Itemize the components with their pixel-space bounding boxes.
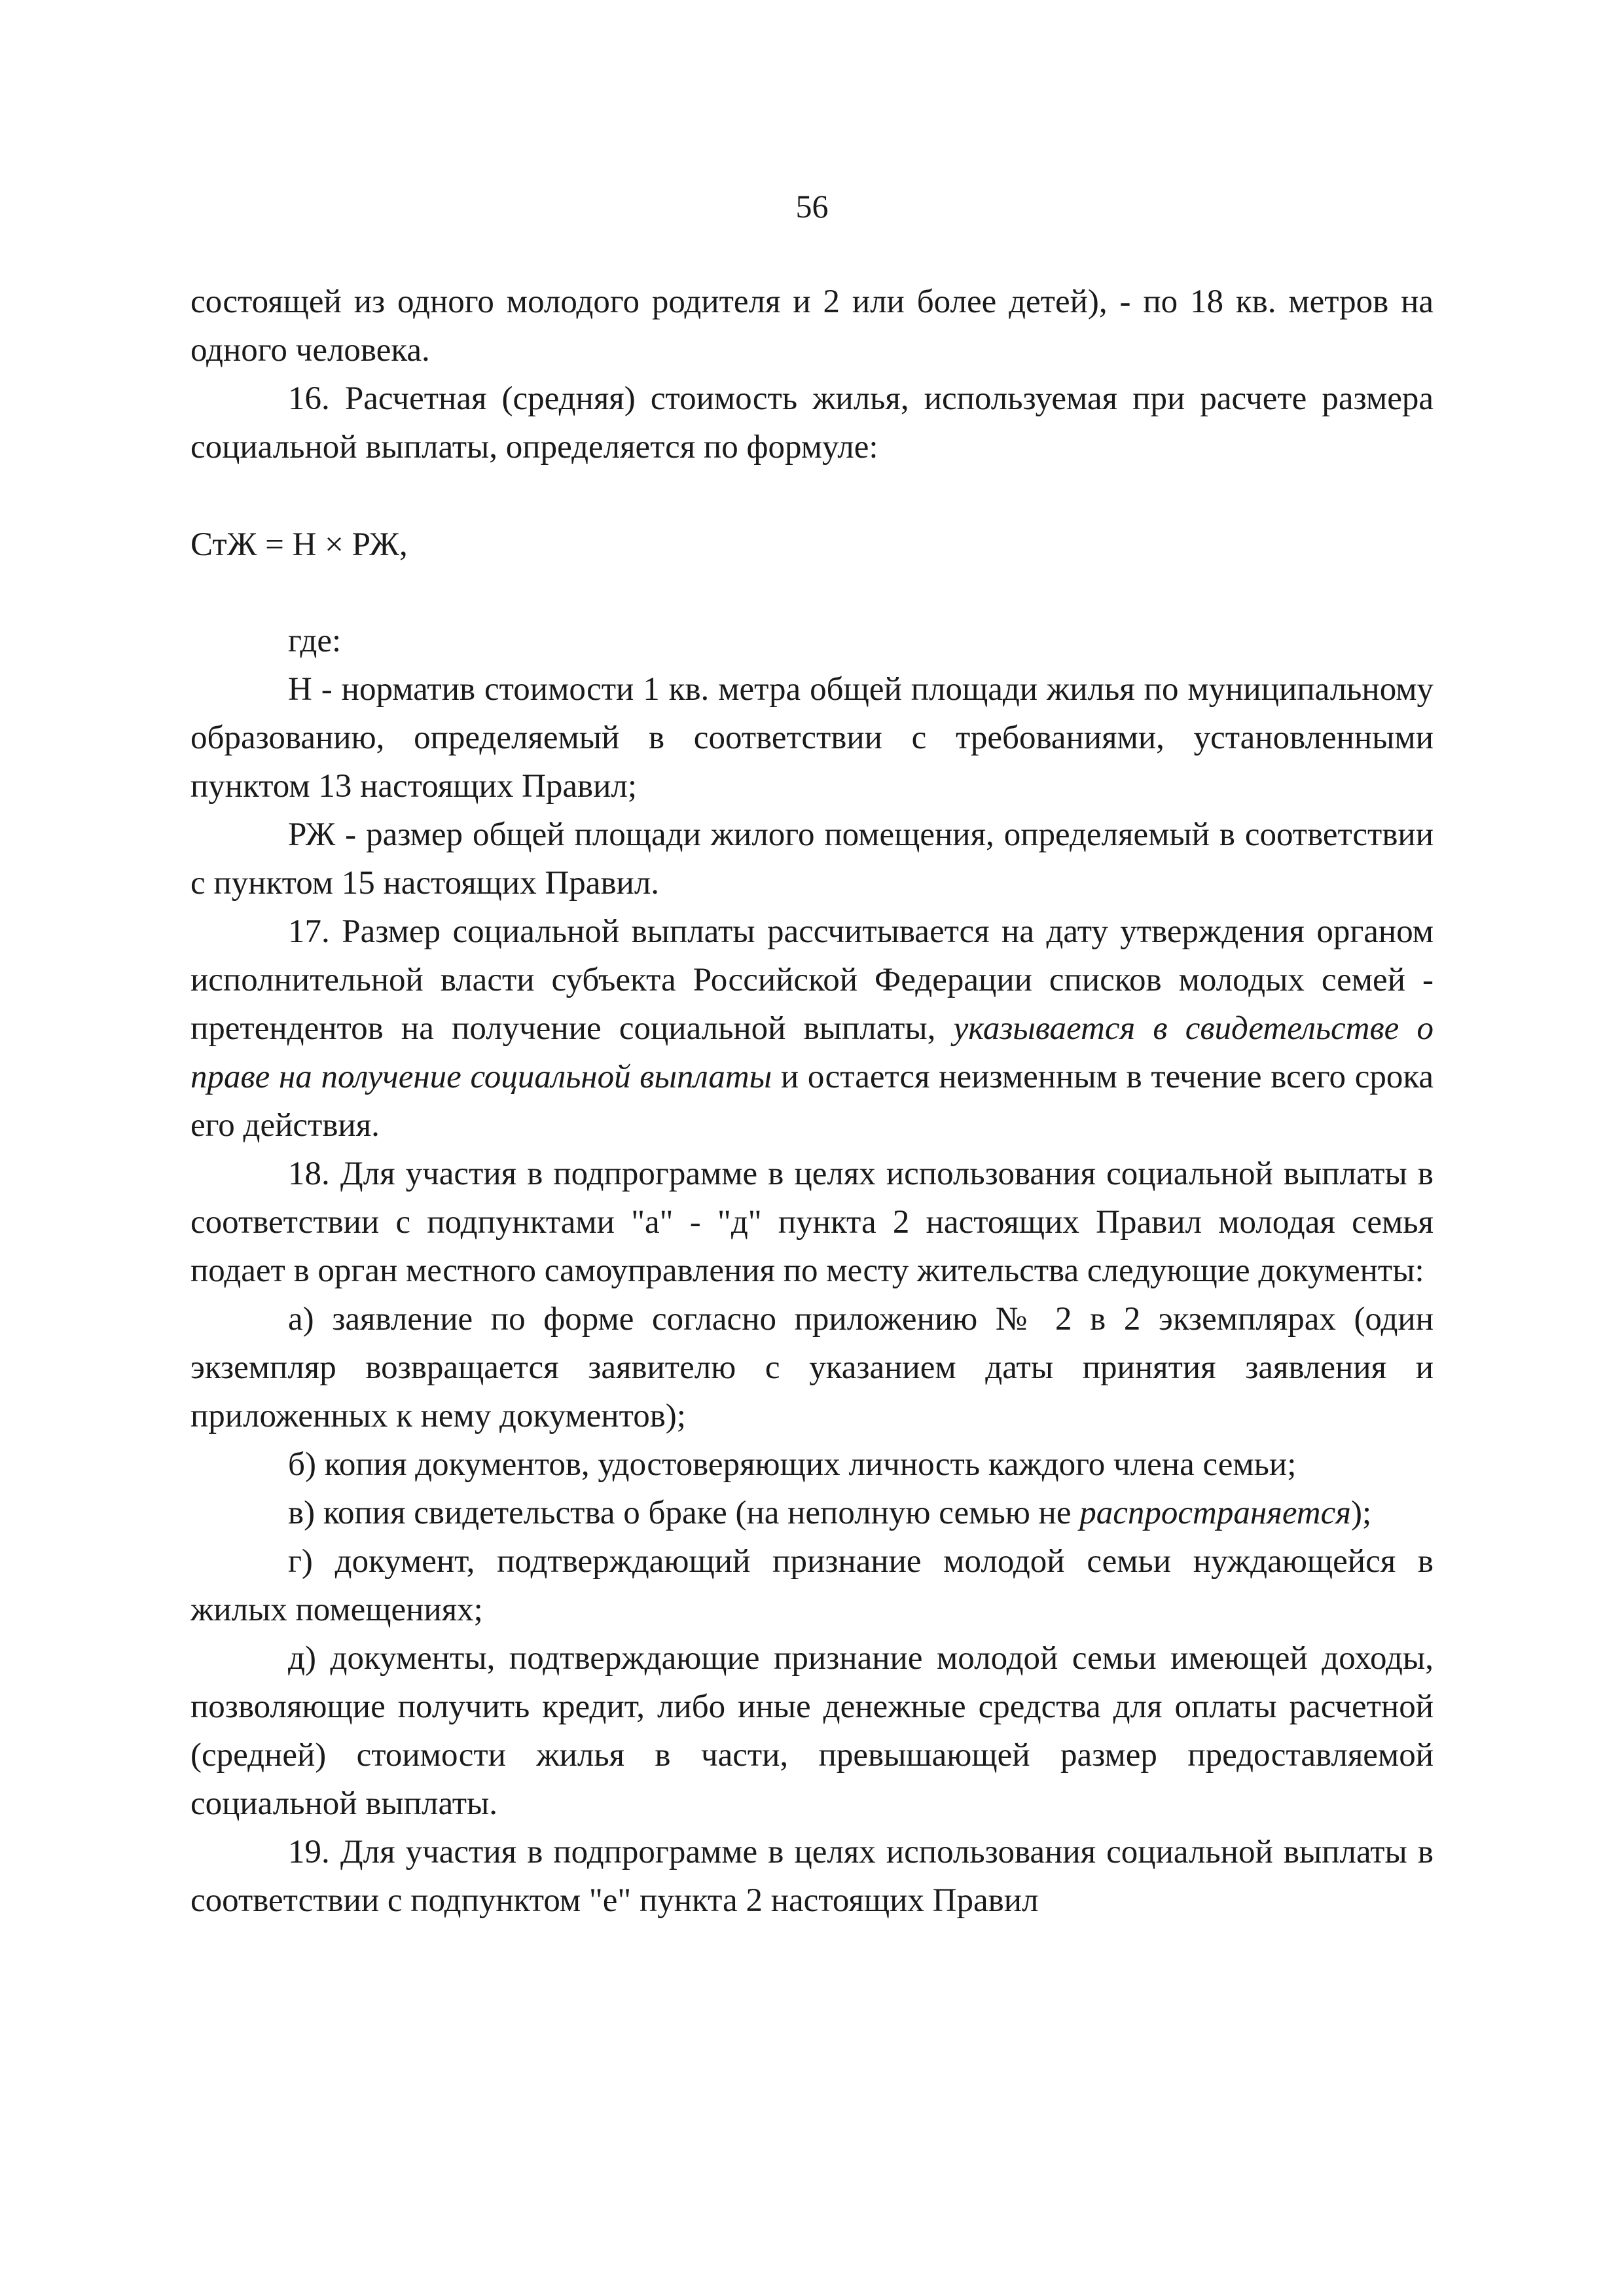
- list-item-v-tail: );: [1350, 1495, 1372, 1531]
- list-item-g: г) документ, подтверждающий признание молодой семьи нуждающейся в жилых помещениях;: [190, 1543, 1434, 1628]
- paragraph-19: 19. Для участия в подпрограмме в целях использования социальной выплаты в соответствии с подпунктом "е" пункта 2 настоящих Правил: [190, 1834, 1434, 1919]
- formula: СтЖ = Н × РЖ,: [190, 526, 408, 563]
- page-number: 56: [795, 188, 829, 225]
- list-item-v-text: в) копия свидетельства о браке (на неполную семью не: [288, 1495, 1080, 1531]
- paragraph-17-text: 17. Размер социальной выплаты рассчитывается на дату утверждения органом исполнительной власти субъекта Российской Федерации списков молодых семей - претендентов на получение социальной выплаты,: [190, 913, 1434, 1047]
- list-item-d: д) документы, подтверждающие признание молодой семьи имеющей доходы, позволяющие получить кредит, либо иные денежные средства для оплаты расчетной (средней) стоимости жилья в части, превышающей размер предоставляемой социальной выплаты.: [190, 1640, 1434, 1822]
- paragraph-continuation: состоящей из одного молодого родителя и 2 или более детей), - по 18 кв. метров на одного человека.: [190, 283, 1434, 369]
- list-item-v: [190, 1489, 1434, 1537]
- paragraph-17: [190, 907, 1434, 1150]
- list-item-b: б) копия документов, удостоверяющих личность каждого члена семьи;: [288, 1446, 1297, 1483]
- paragraph-17-tail: и остается неизменным в течение всего срока его действия.: [190, 1059, 1434, 1144]
- definition-rzh: РЖ - размер общей площади жилого помещения, определяемый в соответствии с пунктом 15 настоящих Правил.: [190, 816, 1434, 902]
- definition-n: Н - норматив стоимости 1 кв. метра общей площади жилья по муниципальному образованию, определяемый в соответствии с требованиями, установленными пунктом 13 настоящих Правил;: [190, 671, 1434, 805]
- document-body: [190, 278, 1434, 1925]
- list-item-a: а) заявление по форме согласно приложению № 2 в 2 экземплярах (один экземпляр возвращается заявителю с указанием даты принятия заявления и приложенных к нему документов);: [190, 1301, 1434, 1434]
- list-item-v-italic: распространяется: [1079, 1495, 1351, 1531]
- paragraph-16: 16. Расчетная (средняя) стоимость жилья, используемая при расчете размера социальной выплаты, определяется по формуле:: [190, 380, 1434, 465]
- where-label: где:: [288, 623, 342, 659]
- paragraph-18: 18. Для участия в подпрограмме в целях использования социальной выплаты в соответствии с подпунктами "а" - "д" пункта 2 настоящих Правил молодая семья подает в орган местного самоуправления по месту жительства следующие документы:: [190, 1156, 1434, 1289]
- paragraph-17-italic: указывается в свидетельстве о праве на получение социальной выплаты: [190, 1010, 1434, 1095]
